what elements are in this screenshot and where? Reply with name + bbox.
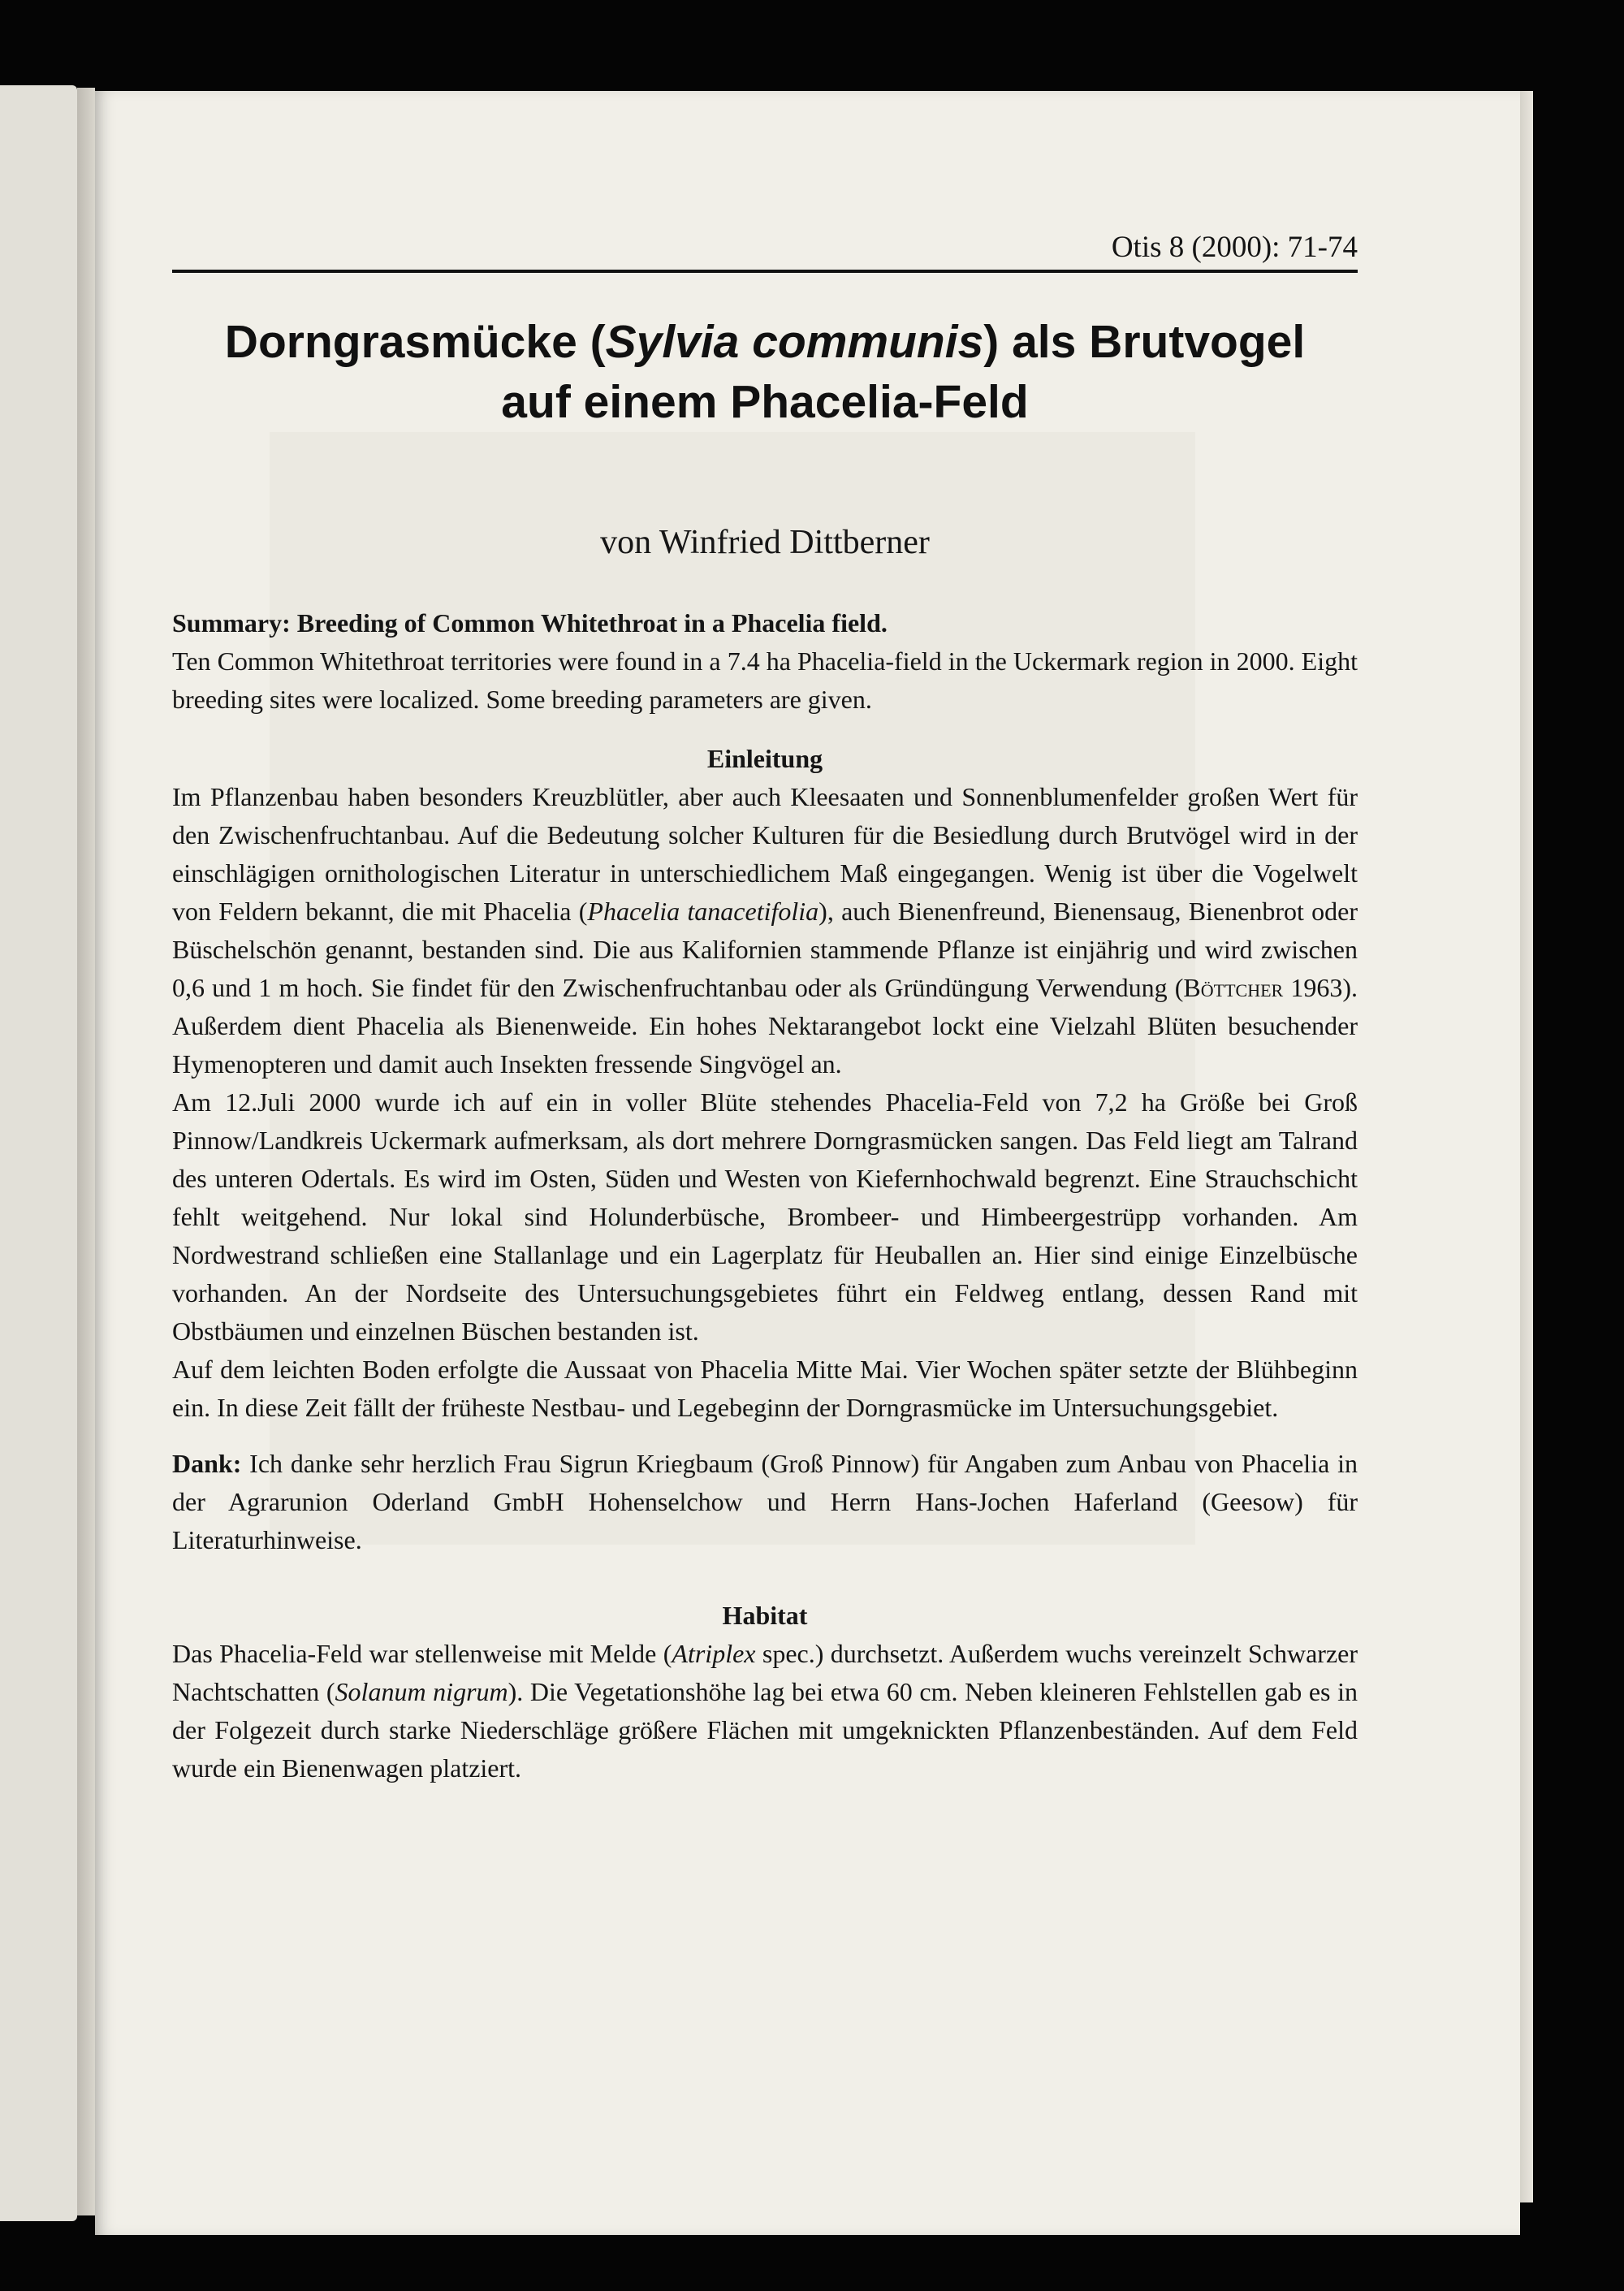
einleitung-paragraph-3: Auf dem leichten Boden erfolgte die Aussaat von Phacelia Mitte Mai. Vier Wochen später setzte der Blühbeginn ein. In diese Zeit fällt der früheste Nestbau- und Legebeginn der Dorngrasmücke im Untersuchungsgebiet.	[172, 1355, 1358, 1422]
section-heading-habitat: Habitat	[722, 1601, 808, 1630]
summary-text: Ten Common Whitethroat territories were found in a 7.4 ha Phacelia-field in the Uckermark region in 2000. Eight breeding sites were localized. Some breeding parameters are given.	[172, 646, 1358, 714]
page-content	[172, 227, 1358, 2144]
habitat-paragraph: Das Phacelia-Feld war stellenweise mit Melde (Atriplex spec.) durchsetzt. Außerdem wuchs vereinzelt Schwarzer Nachtschatten (Solanum nigrum). Die Vegetationshöhe lag bei etwa 60 cm. Neben kleineren Fehlstellen gab es in der Folgezeit durch starke Niederschläge größere Flächen mit umgeknickten Pflanzenbeständen. Auf dem Feld wurde ein Bienenwagen platziert.	[172, 1639, 1358, 1783]
book-gutter	[77, 88, 95, 2215]
einleitung-paragraph-1: Im Pflanzenbau haben besonders Kreuzblütler, aber auch Kleesaaten und Sonnenblumenfelder großen Wert für den Zwischenfruchtanbau. Auf die Bedeutung solcher Kulturen für die Besiedlung durch Brutvögel wird in der einschlägigen ornithologischen Literatur in unterschiedlichem Maß eingegangen. Wenig ist über die Vogelwelt von Feldern bekannt, die mit Phacelia (Phacelia tanacetifolia), auch Bienenfreund, Bienensaug, Bienenbrot oder Büschelschön genannt, bestanden sind. Die aus Kalifornien stammende Pflanze ist einjährig und wird zwischen 0,6 und 1 m hoch. Sie findet für den Zwischenfruchtanbau oder als Gründüngung Verwendung (Böttcher 1963). Außerdem dient Phacelia als Bienenweide. Ein hohes Nektarangebot lockt eine Vielzahl Blüten besuchender Hymenopteren und damit auch Insekten fressende Singvögel an.	[172, 782, 1358, 1078]
previous-page-edge	[0, 85, 77, 2221]
species-name: Sylvia communis	[605, 316, 984, 368]
article-title	[172, 312, 1358, 432]
journal-page	[95, 91, 1520, 2235]
journal-citation: Otis 8 (2000): 71-74	[1111, 231, 1358, 264]
title-line-1: Dorngrasmücke (Sylvia communis) als Brutvogel	[224, 316, 1306, 368]
running-header	[172, 227, 1358, 273]
author-byline: von Winfried Dittberner	[600, 524, 930, 561]
acknowledgement-label: Dank:	[172, 1449, 242, 1478]
summary-heading: Summary: Breeding of Common Whitethroat in a Phacelia field.	[172, 608, 888, 638]
title-line-2: auf einem Phacelia-Feld	[501, 376, 1029, 428]
section-heading-einleitung: Einleitung	[706, 744, 823, 773]
acknowledgement: Dank: Ich danke sehr herzlich Frau Sigrun Kriegbaum (Groß Pinnow) für Angaben zum Anbau von Phacelia in der Agrarunion Oderland GmbH Hohenselchow und Herrn Hans-Jochen Haferland (Geesow) für Literaturhinweise.	[172, 1449, 1358, 1554]
citation-author: Böttcher	[1183, 973, 1284, 1002]
einleitung-paragraph-2: Am 12.Juli 2000 wurde ich auf ein in voller Blüte stehendes Phacelia-Feld von 7,2 ha Größe bei Groß Pinnow/Landkreis Uckermark aufmerksam, als dort mehrere Dorngrasmücken sangen. Das Feld liegt am Talrand des unteren Odertals. Es wird im Osten, Süden und Westen von Kiefernhochwald begrenzt. Eine Strauchschicht fehlt weitgehend. Nur lokal sind Holunderbüsche, Brombeer- und Himbeergestrüpp vorhanden. Am Nordwestrand schließen eine Stallanlage und ein Lagerplatz für Heuballen an. Hier sind einige Einzelbüsche vorhanden. An der Nordseite des Untersuchungsgebietes führt ein Feldweg entlang, dessen Rand mit Obstbäumen und einzelnen Büschen bestanden ist.	[172, 1087, 1358, 1346]
